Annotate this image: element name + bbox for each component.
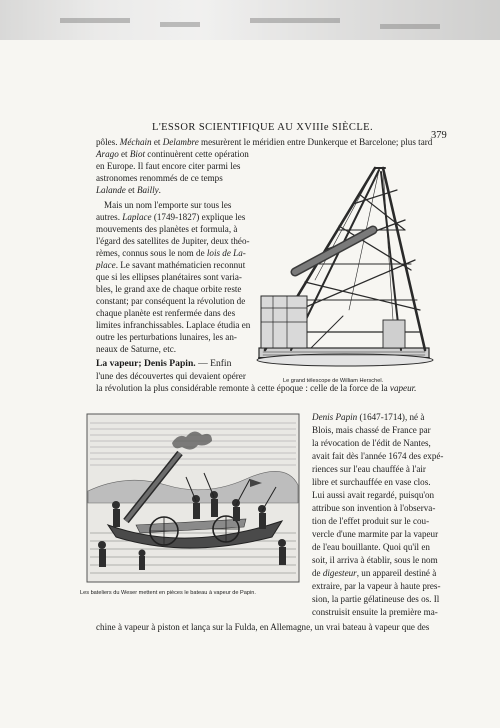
- text-line: de l'eau bouillante. Quoi qu'il en: [312, 542, 430, 552]
- text-line: tion de l'effet produit sur le cou-: [312, 516, 430, 526]
- text-line: mouvements des planètes et formula, à: [96, 224, 238, 234]
- text-line: Blois, mais chassé de France par: [312, 425, 431, 435]
- telescope-illustration: [255, 160, 435, 372]
- text-line: Denis Papin (1647-1714), né à: [312, 412, 425, 422]
- text-line: riences sur l'eau chauffée à l'air: [312, 464, 426, 474]
- text-line: vercle d'une marmite par la vapeur: [312, 529, 439, 539]
- text-line: limites infranchissables. Laplace étudia en: [96, 320, 251, 330]
- text-line: constant; par conséquent la révolution de: [96, 296, 246, 306]
- text-line: chine à vapeur à piston et lança sur la Fulda, en Allemagne, un vrai bateau à vapeur que des: [96, 622, 430, 632]
- text-line: pôles. Méchain et Delambre mesurèrent le méridien entre Dunkerque et Barcelone; plus tard: [96, 137, 433, 147]
- text-line: chaque planète est renfermée dans des: [96, 308, 236, 318]
- text-line: construisit ensuite la première ma-: [312, 607, 438, 617]
- text-line: de digesteur, un appareil destiné à: [312, 568, 437, 578]
- text-line: Arago et Biot continuèrent cette opération: [96, 149, 249, 159]
- papin-steamboat-illustration: [86, 413, 300, 583]
- text-line: extraire, par la vapeur à haute pres-: [312, 581, 441, 591]
- text-line: soit, il arriva à établir, sous le nom: [312, 555, 438, 565]
- text-line: libre et surchauffée en vase clos.: [312, 477, 431, 487]
- scan-edge-shadow: [0, 0, 500, 40]
- text-line: la révocation de l'édit de Nantes,: [312, 438, 431, 448]
- text-line: que si les ellipses planétaires sont varia-: [96, 272, 242, 282]
- text-line: Lui aussi avait regardé, puisqu'on: [312, 490, 435, 500]
- text-line: Mais un nom l'emporte sur tous les: [104, 200, 232, 210]
- text-line: avait fait dès l'année 1674 des expé-: [312, 451, 444, 461]
- text-line: la révolution la plus considérable remonte à cette époque : celle de la force de la vapeur.: [96, 383, 417, 393]
- text-line: neaux de Saturne, etc.: [96, 344, 177, 354]
- text-line: bles, le grand axe de chaque orbite reste: [96, 284, 242, 294]
- boat-caption: Les bateliers du Weser mettent en pièces le bateau à vapeur de Papin.: [80, 590, 256, 596]
- telescope-caption: Le grand télescope de William Herschel.: [283, 378, 384, 384]
- section-heading: La vapeur; Denis Papin. — Enfin: [96, 358, 232, 369]
- page-number: 379: [431, 130, 447, 141]
- text-line: place. Le savant mathématicien reconnut: [96, 260, 246, 270]
- text-line: outre les perturbations lunaires, les an-: [96, 332, 237, 342]
- text-line: sion, la partie gélatineuse des os. Il: [312, 594, 440, 604]
- text-line: astronomes renommés de ce temps: [96, 173, 223, 183]
- text-line: attribue son invention à l'observa-: [312, 503, 436, 513]
- text-line: l'égard des satellites de Jupiter, deux théo-: [96, 236, 250, 246]
- text-line: l'une des découvertes qui devaient opérer: [96, 371, 246, 381]
- text-line: en Europe. Il faut encore citer parmi les: [96, 161, 241, 171]
- text-line: autres. Laplace (1749-1827) explique les: [96, 212, 246, 222]
- running-header: L'ESSOR SCIENTIFIQUE AU XVIIIe SIÈCLE.: [152, 122, 373, 133]
- text-line: rèmes, connus sous le nom de lois de La-: [96, 248, 246, 258]
- text-line: Lalande et Bailly.: [96, 185, 161, 195]
